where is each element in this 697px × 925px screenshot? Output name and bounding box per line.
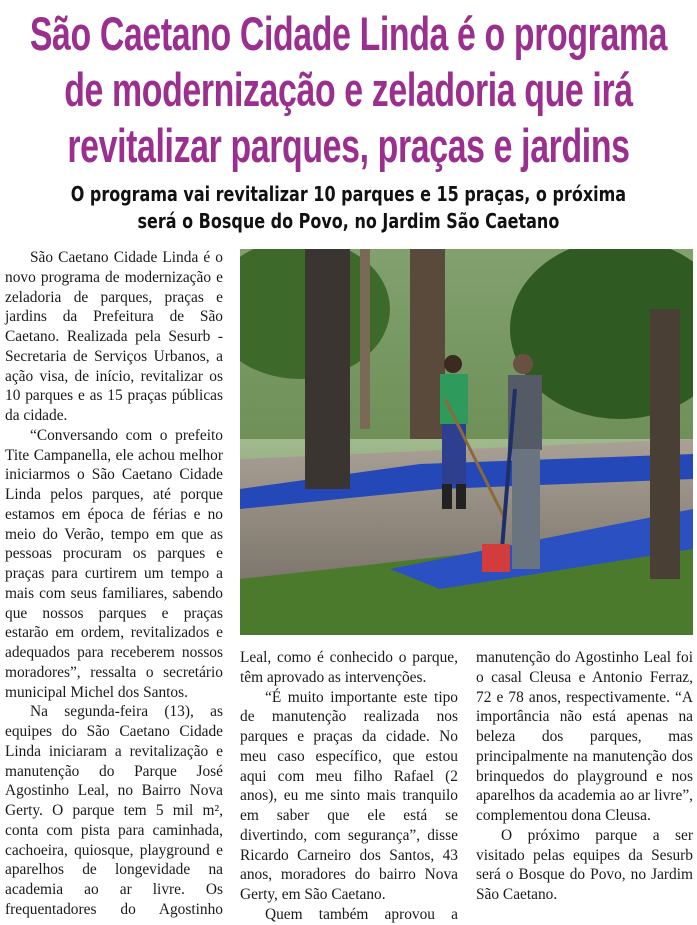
subheadline-line: será o Bosque do Povo, no Jardim São Caetano [137,209,560,233]
subheadline [0,181,697,235]
headline [0,6,697,174]
paragraph: Leal, como é conhecido o parque, têm aprovado as intervenções. [240,649,458,686]
paragraph: Na segunda-feira (13), as equipes do São Caetano Cidade Linda iniciaram a revitalização e manutenção do Parque José Agostinho Leal, no Bairro Nova Gerty. O parque tem 5 mil m², conta com pista para caminhada, cachoeira, quiosque, playground e aparelhos de longevidade na academia ao ar livre. Os frequentadores do Agostinho [5,703,223,918]
subheadline-line: O programa vai revitalizar 10 parques e 15 praças, o próxima [70,182,627,206]
headline-line: de modernização e zeladoria que irá [64,63,633,116]
headline-line: São Caetano Cidade Linda é o programa [29,7,668,60]
article-column-1 [5,248,223,920]
paragraph: “É muito importante este tipo de manutenção realizada nos parques e praças da cidade. No meu caso específico, que estou aqui com meu filho Rafael (2 anos), eu me sinto mais tranquilo em saber que ele está se divertindo, com segurança”, disse Ricardo Carneiro dos Santos, 43 anos, moradores do bairro Nova Gerty, em São Caetano. [240,688,458,903]
park-workers-photo [240,249,693,635]
headline-line: revitalizar parques, praças e jardins [67,119,630,172]
photo-illustration [240,249,693,635]
article-column-2 [240,648,458,925]
paragraph: O próximo parque a ser visitado pelas equipes da Sesurb será o Bosque do Povo, no Jardim São Caetano. [476,826,693,903]
paragraph: São Caetano Cidade Linda é o novo programa de modernização e zeladoria de parques, praças e jardins da Prefeitura de São Caetano. Realizada pela Sesurb - Secretaria de Serviços Urbanos, a ação visa, de início, revitalizar os 10 parques e as 15 praças públicas da cidade. [5,249,223,424]
paragraph: “Conversando com o prefeito Tite Campanella, ele achou melhor iniciarmos o São Caetano Cidade Linda pelos parques, até porque estamos em época de férias e no meio do Verão, tempo em que as pessoas procuram os parques e praças para curtirem um tempo a mais com seus familiares, sabendo que nossos parques e praças estarão em ordem, revitalizados e adequados para receberem nossos moradores”, ressalta o secretário municipal Michel dos Santos. [5,426,223,701]
paragraph: manutenção do Agostinho Leal foi o casal Cleusa e Antonio Ferraz, 72 e 78 anos, respectivamente. “A importância não está apenas na beleza dos parques, mas principalmente na manutenção dos brinquedos do playground e nos aparelhos da academia ao ar livre”, complementou dona Cleusa. [476,649,693,824]
article-column-3 [476,648,693,905]
paragraph: Quem também aprovou a [265,905,458,923]
